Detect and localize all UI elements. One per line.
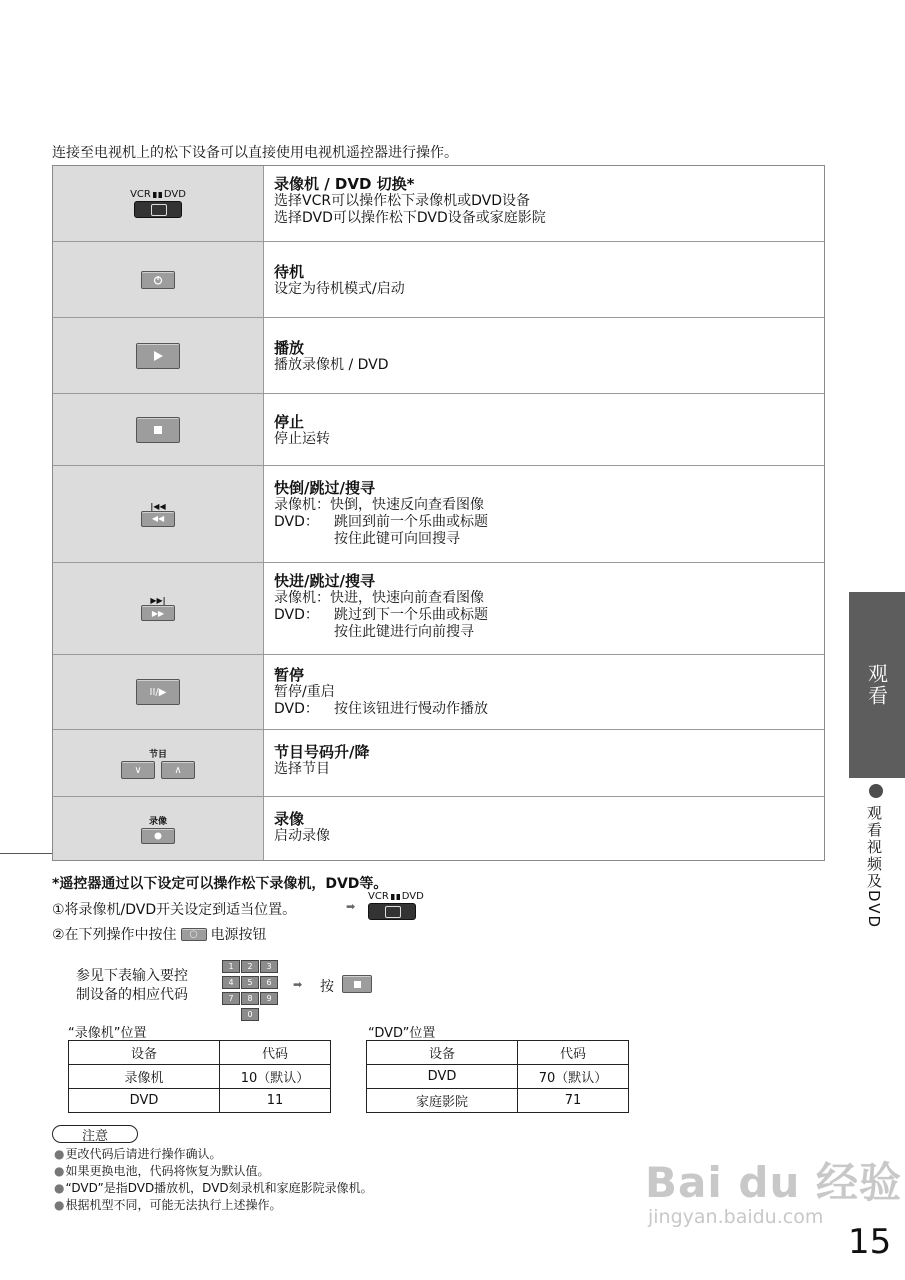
row-line: 启动录像	[274, 828, 330, 844]
key-icon: 0	[241, 1008, 259, 1021]
row-line: 选择VCR可以操作松下录像机或DVD设备	[274, 193, 530, 209]
key-icon: 8	[241, 992, 259, 1005]
key-icon: 7	[222, 992, 240, 1005]
record-button-icon	[141, 828, 175, 844]
row-line: 选择节目	[274, 761, 330, 777]
row-line: 录像机：快倒，快速反向查看图像	[274, 497, 484, 513]
table-row	[53, 563, 824, 655]
row-line: 跳过到下一个乐曲或标题	[334, 607, 488, 623]
vcr-dvd-label: VCR DVD	[368, 891, 424, 902]
table-row: DVD 70（默认）	[367, 1065, 629, 1089]
row-line: 播放录像机 / DVD	[274, 357, 389, 373]
switch-marker-icon	[391, 894, 400, 900]
table-row	[53, 242, 824, 318]
intro-text: 连接至电视机上的松下设备可以直接使用电视机遥控器进行操作。	[52, 145, 458, 161]
key-icon: 6	[260, 976, 278, 989]
stop-button-icon	[342, 975, 372, 993]
press-label: 按	[320, 979, 334, 995]
switch-marker-icon	[153, 192, 162, 198]
skip-forward-icon: ▶▶|	[150, 596, 166, 605]
table-row	[53, 797, 824, 860]
section-subtitle: 观看视频及DVD	[865, 805, 883, 930]
row-title: 播放	[274, 339, 305, 357]
setup-note: *遥控器通过以下设定可以操作松下录像机，DVD等。	[52, 876, 388, 892]
table-header-row: 设备 代码	[69, 1041, 331, 1065]
list-item: ● 更改代码后请进行操作确认。	[54, 1146, 373, 1163]
rewind-button-icon: ◀◀	[141, 511, 175, 527]
channel-label: 节目	[148, 750, 167, 760]
section-tab: 观看	[849, 592, 905, 778]
vcr-dvd-label: VCR DVD	[130, 189, 186, 200]
stop-button-icon	[136, 417, 180, 443]
dvd-table-caption: “DVD”位置	[368, 1026, 436, 1041]
key-icon: 4	[222, 976, 240, 989]
row-title: 快进/跳过/搜寻	[274, 572, 375, 590]
record-label: 录像	[148, 816, 167, 827]
row-title: 录像机 / DVD 切换*	[274, 175, 415, 193]
key-icon: 1	[222, 960, 240, 973]
list-item: ● 如果更换电池，代码将恢复为默认值。	[54, 1163, 373, 1180]
row-title: 暂停	[274, 666, 305, 684]
remote-functions-table	[52, 165, 825, 861]
row-line: 选择DVD可以操作松下DVD设备或家庭影院	[274, 210, 546, 226]
table-row	[53, 394, 824, 466]
row-line: 设定为待机模式/启动	[274, 281, 405, 297]
notes-heading: 注意	[52, 1125, 138, 1143]
row-title: 快倒/跳过/搜寻	[274, 479, 375, 497]
list-item: ● “DVD”是指DVD播放机，DVD刻录机和家庭影院录像机。	[54, 1180, 373, 1197]
row-title: 录像	[274, 810, 305, 828]
vcr-dvd-switch-icon	[368, 903, 416, 920]
table-row	[53, 466, 824, 563]
vcr-dvd-switch-icon	[134, 201, 182, 218]
row-line: 按住此键进行向前搜寻	[334, 624, 474, 640]
table-row	[53, 166, 824, 242]
row-line: 跳回到前一个乐曲或标题	[334, 514, 488, 530]
dvd-code-table	[366, 1040, 629, 1113]
row-title: 待机	[274, 263, 305, 281]
setup-step-1: ①将录像机/DVD开关设定到适当位置。	[52, 902, 297, 918]
watermark-logo: Bai du 经验	[645, 1158, 902, 1207]
watermark-url: jingyan.baidu.com	[648, 1206, 824, 1228]
row-line: 录像机：快进，快速向前查看图像	[274, 590, 484, 606]
icon-cell	[53, 166, 264, 241]
arrow-icon: ➡	[293, 978, 303, 991]
row-title: 节目号码升/降	[274, 743, 370, 761]
row-line: 暂停/重启	[274, 684, 335, 700]
number-keypad-icon	[222, 960, 276, 1021]
key-icon: 2	[241, 960, 259, 973]
power-button-icon	[141, 271, 175, 289]
skip-back-icon: |◀◀	[150, 501, 166, 511]
table-header-row: 设备 代码	[367, 1041, 629, 1065]
bullet-icon	[869, 784, 883, 798]
row-line: 按住此键可向回搜寻	[334, 531, 460, 547]
dvd-label: DVD：	[274, 701, 319, 717]
code-instruction: 参见下表输入要控 制设备的相应代码	[76, 968, 188, 1003]
play-button-icon	[136, 343, 180, 369]
list-item: ● 根据机型不同，可能无法执行上述操作。	[54, 1197, 373, 1214]
arrow-icon: ➡	[346, 900, 356, 913]
key-icon: 9	[260, 992, 278, 1005]
vcr-code-table	[68, 1040, 331, 1113]
power-button-icon: ◯	[181, 928, 207, 941]
row-title: 停止	[274, 413, 305, 431]
table-row	[53, 655, 824, 730]
table-row: 录像机 10（默认）	[69, 1065, 331, 1089]
table-row: DVD 11	[69, 1089, 331, 1113]
key-icon: 3	[260, 960, 278, 973]
channel-down-icon: ∨	[121, 761, 155, 779]
page-number: 15	[848, 1222, 892, 1262]
row-line: 停止运转	[274, 431, 330, 447]
dvd-label: DVD：	[274, 514, 319, 530]
dvd-label: DVD：	[274, 607, 319, 623]
pause-button-icon: II/▶	[136, 679, 180, 705]
table-row: 家庭影院 71	[367, 1089, 629, 1113]
row-line: 按住该钮进行慢动作播放	[334, 701, 488, 717]
channel-up-icon: ∧	[161, 761, 195, 779]
setup-step-2: ②在下列操作中按住 ◯ 电源按钮	[52, 927, 267, 943]
vcr-table-caption: “录像机”位置	[68, 1026, 147, 1041]
table-row	[53, 318, 824, 394]
notes-list	[54, 1146, 373, 1214]
fast-forward-button-icon: ▶▶	[141, 605, 175, 621]
divider	[0, 853, 52, 854]
table-row	[53, 730, 824, 797]
key-icon: 5	[241, 976, 259, 989]
